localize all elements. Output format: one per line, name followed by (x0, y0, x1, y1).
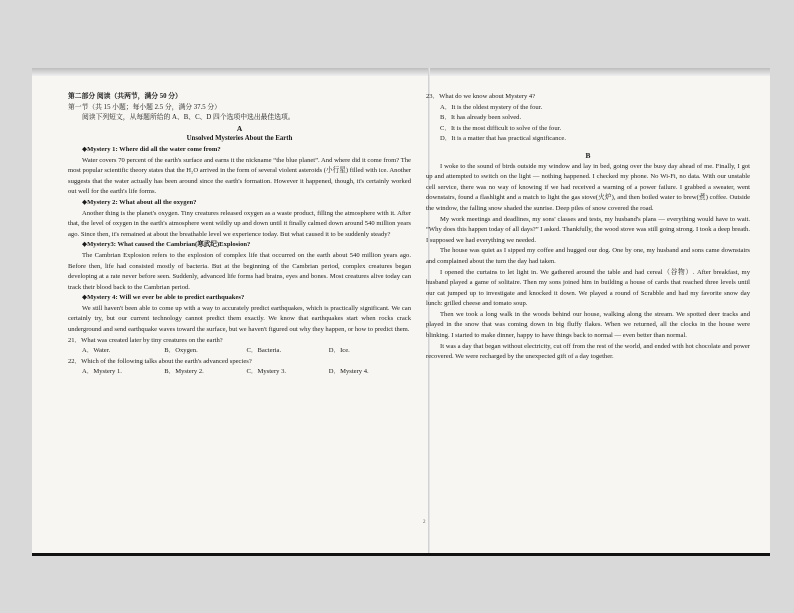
option: B．Mystery 2. (164, 368, 204, 376)
question-21: 21．What was created later by tiny creatures on the earth? (68, 336, 223, 344)
left-page (68, 92, 411, 378)
instruction: 阅读下列短文，从每题所给的 A、B、C、D 四个选项中选出最佳选项。 (82, 114, 295, 122)
mystery-4-text: We still haven't been able to come up with a way to accurately predict earthquakes, which is practically significant. We can certainly try, but our current technology cannot predict them exactly. We know that earthquakes start when rocks crack underground and send earthquake waves toward the surface, but we haven't figured out why they happen, or how to predict them. (68, 304, 411, 334)
passage-letter-a: A (236, 123, 243, 133)
option: A．Water. (82, 347, 111, 355)
page-number: 2 (423, 520, 426, 525)
mystery-1-text: Water covers 70 percent of the earth's surface and earns it the nickname “the blue planet”. And where did it come from? The most popular scientific theory states that the H₂O arrived in the form of several violent asteroids (小行星) filled with ice. Another suggests that the water actually has been around since the earth's formation. However it happened, though, it's certainly worked out well for the earth's life forms. (68, 156, 411, 196)
option: D．It is a matter that has practical significance. (440, 135, 566, 143)
option: B．Oxygen. (164, 347, 198, 355)
right-page (426, 92, 750, 363)
passage-title: Unsolved Mysteries About the Earth (186, 135, 293, 143)
paragraph-1: I woke to the sound of birds outside my window and lay in bed, going over the busy day ahead of me. Finally, I got up and attempted to switch on the light — nothing happened. I checked my phone. No Wi-Fi, no data. With our unstable cell service, there was no way of knowing if we had received a warning of a power failure. I grabbed a sweater, went downstairs, found a flashlight and a match to light the gas stove(火炉), and then boiled water to brew(煮) coffee. Outside the window, the falling snow shaded the sunrise. Deep piles of snow covered the road. (426, 162, 750, 212)
question-23: 23．What do we know about Mystery 4? (426, 93, 536, 100)
option: C．It is the most difficult to solve of the four. (440, 124, 562, 132)
paragraph-5: Then we took a long walk in the woods behind our house, walking along the stream. We spotted deer tracks and played in the snow that was coming down in big fluffy flakes. When we returned, all the clocks in the house were blinking. I started to make dinner, happy to have things back to normal — even better than normal. (426, 310, 750, 340)
binding-edge (32, 68, 770, 76)
paragraph-3: The house was quiet as I sipped my coffee and hugged our dog. One by one, my husband and sons came downstairs and complained about the turn the day had taken. (426, 247, 750, 265)
section-note: 第一节（共 15 小题；每小题 2.5 分，满分 37.5 分） (68, 103, 221, 111)
question-22: 22．Which of the following talks about the earth's advanced species? (68, 357, 252, 365)
option: D．Mystery 4. (328, 368, 369, 376)
question-21-options (68, 346, 411, 357)
option: A．Mystery 1. (82, 368, 122, 376)
passage-letter-b: B (585, 150, 591, 160)
part-title: 第二部分 阅读（共两节，满分 50 分） (68, 93, 182, 100)
option: D．Ice. (328, 347, 350, 355)
mystery-3-text: The Cambrian Explosion refers to the explosion of complex life that occurred on the earth about 540 million years ago. Before then, life had consisted mostly of bacteria. But at the beginning of the Cambrian period, complex creatures began developing at a rate never before seen. Suddenly, advanced life forms had brains, eyes and bones. Most creatures alive today can track their blood back to the Cambrian period. (68, 251, 411, 291)
exam-sheet (32, 68, 770, 556)
paragraph-6: It was a day that began without electricity, cut off from the rest of the world, and ended with hot chocolate and power recovered. We were recharged by the unexpected gift of a day together. (426, 342, 750, 361)
option: B．It has already been solved. (440, 114, 522, 122)
paragraph-4: I opened the curtains to let light in. We gathered around the table and had cereal（谷物）. After breakfast, my husband played a game of solitaire. Then my sons joined him in building a house of cards that reached three levels until our cat jumped up to investigate and knocked it down. We played a round of Scrabble and had my favorite snow day lunch: grilled cheese and tomato soup. (426, 268, 750, 308)
mystery-3-heading: ◆Mystery3: What caused the Cambrian(寒武纪)Explosion? (82, 241, 251, 249)
option: C．Bacteria. (246, 347, 282, 355)
paragraph-2: My work meetings and deadlines, my sons' classes and tests, my husband's plans — everything would have to wait. “Why does this happen today of all days?” I asked. Thankfully, the wood stove was still going strong. I took a deep breath. I supposed we had everything we needed. (426, 215, 750, 244)
mystery-2-heading: ◆Mystery 2: What about all the oxygen? (82, 198, 197, 206)
mystery-2-text: Another thing is the planet's oxygen. Tiny creatures released oxygen as a waste product, filling the atmosphere with it. After that, the level of oxygen in the earth's atmosphere went wildly up and down until it finally calmed down around 540 million years ago. Since then, it's remained at about the breathable level we experience today. But what caused it to be suddenly steady? (68, 209, 411, 238)
option: A．It is the oldest mystery of the four. (440, 103, 543, 111)
mystery-4-heading: ◆Mystery 4: Will we ever be able to predict earthquakes? (82, 294, 245, 302)
mystery-1-heading: ◆Mystery 1: Where did all the water come from? (82, 145, 221, 153)
question-22-options (68, 367, 411, 378)
option: C．Mystery 3. (246, 368, 287, 376)
